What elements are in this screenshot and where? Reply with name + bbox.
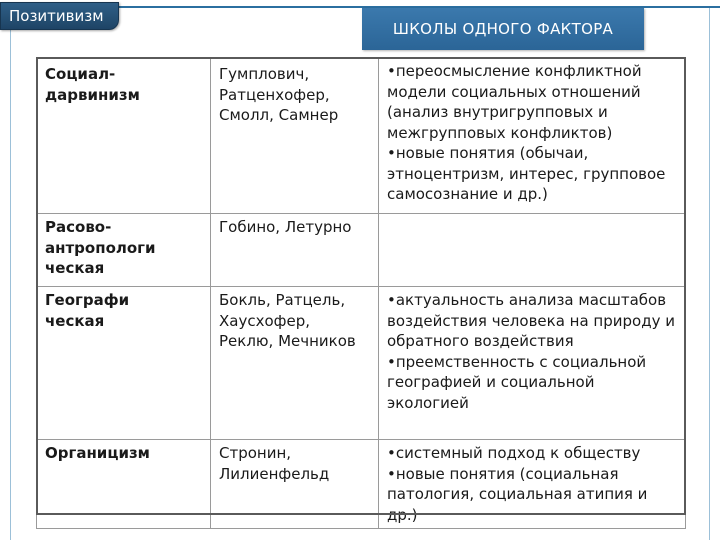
school-name-cell: [37, 440, 211, 529]
school-name: Географи ческая: [45, 291, 130, 330]
authors: Гумплович, Ратценхофер, Смолл, Самнер: [219, 65, 339, 124]
table-row: [37, 58, 686, 214]
notes: •переосмысление конфликтной модели социальных отношений (анализ внутригрупповых и межгрупповых конфликтов) •новые понятия (обычаи, этноцентризм, интерес, групповое самосознание и др.): [387, 62, 666, 203]
notes: •системный подход к обществу •новые понятия (социальная патология, социальная атипия и др.): [387, 444, 648, 524]
school-name: Органицизм: [45, 444, 150, 462]
authors: Гобино, Летурно: [219, 218, 352, 236]
notes-cell: [379, 440, 686, 529]
notes-cell: [379, 58, 686, 214]
authors-cell: [211, 58, 379, 214]
notes: •актуальность анализа масштабов воздействия человека на природу и обратного воздействия •преемственность с социальной географией и социальной экологией: [387, 291, 675, 412]
school-name: Расово- антропологи ческая: [45, 218, 156, 277]
schools-table: [36, 57, 686, 529]
school-name-cell: [37, 287, 211, 440]
authors-cell: [211, 214, 379, 287]
school-name: Социал- дарвинизм: [45, 65, 140, 104]
authors-cell: [211, 287, 379, 440]
authors: Стронин, Лилиенфельд: [219, 444, 330, 483]
school-name-cell: [37, 214, 211, 287]
right-rule: [709, 8, 710, 540]
section-tag: Позитивизм: [0, 2, 119, 30]
left-rule: [10, 8, 11, 540]
notes-cell: [379, 214, 686, 287]
slide-title: ШКОЛЫ ОДНОГО ФАКТОРА: [362, 8, 644, 50]
authors-cell: [211, 440, 379, 529]
notes-cell: [379, 287, 686, 440]
school-name-cell: [37, 58, 211, 214]
authors: Бокль, Ратцель, Хаусхофер, Реклю, Мечников: [219, 291, 356, 350]
table-row: [37, 214, 686, 287]
table-row: [37, 440, 686, 529]
table-row: [37, 287, 686, 440]
